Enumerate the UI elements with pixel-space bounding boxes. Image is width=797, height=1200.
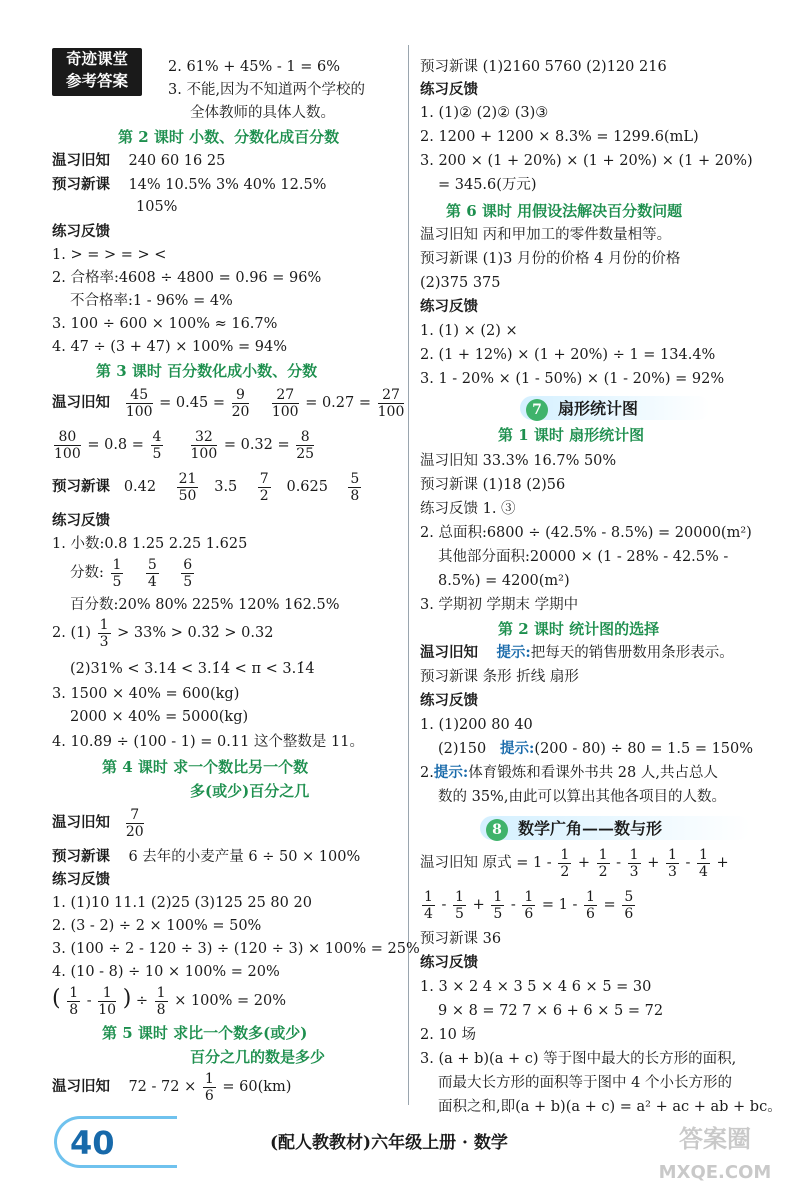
- fraction: $\frac{1}{2}$: [598, 846, 608, 880]
- fraction: $\frac{5}{4}$: [147, 556, 157, 590]
- fraction: $\frac{1}{2}$: [560, 846, 570, 880]
- answer-line: 预习新课 条形 折线 扇形: [420, 669, 579, 685]
- fraction: $\frac{1}{4}$: [424, 888, 433, 922]
- answer-line: 练习反馈 1. ③: [420, 501, 516, 517]
- answer-line: = 345.6(万元): [438, 177, 537, 193]
- answer-line: 2. 总面积:6800 ÷ (42.5% - 8.5%) = 20000(m²): [420, 525, 752, 541]
- answer-line: 数的 35%,由此可以算出其他各项目的人数。: [438, 789, 726, 805]
- answer: 14% 10.5% 3% 40% 12.5%: [128, 177, 327, 193]
- answer-line: 3. 1 - 20% × (1 - 50%) × (1 - 20%) = 92%: [420, 371, 725, 387]
- tip-label: 提示:: [433, 764, 469, 781]
- chapter-number: 8: [486, 819, 508, 841]
- answer-line: 2. 10 场: [420, 1027, 477, 1043]
- answer-line: 1. (1)200 80 40: [420, 717, 533, 733]
- fraction: $\frac{27}{100}$: [271, 386, 299, 420]
- answer: 240 60 16 25: [128, 153, 226, 169]
- watermark-logo: 答案圈 MXQE.COM: [658, 1125, 772, 1183]
- fraction: $\frac{1}{3}$: [629, 846, 639, 880]
- label: 练习反馈: [420, 692, 478, 709]
- answer-line: 3. 1500 × 40% = 600(kg): [52, 686, 240, 702]
- section-title: 第 5 课时 求比一个数多(或少): [102, 1024, 308, 1042]
- answer-line: 4. (10 - 8) ÷ 10 × 100% = 20%: [52, 964, 280, 980]
- answer-line: 2000 × 40% = 5000(kg): [70, 709, 249, 725]
- label: 预习新课: [52, 176, 110, 193]
- answer-line: 百分数:20% 80% 225% 120% 162.5%: [70, 597, 340, 613]
- section-title: 百分之几的数是多少: [190, 1048, 326, 1066]
- answer-line: 2. (3 - 2) ÷ 2 × 100% = 50%: [52, 918, 262, 934]
- fraction: $\frac{21}{50}$: [178, 470, 197, 504]
- fraction: $\frac{8}{25}$: [296, 428, 315, 462]
- answer-line: 1. (1)10 11.1 (2)25 (3)125 25 80 20: [52, 895, 312, 911]
- answer-line: 2. 61% + 45% - 1 = 6%: [168, 59, 340, 75]
- fraction: $\frac{4}{5}$: [152, 428, 162, 462]
- fraction: $\frac{1}{5}$: [493, 888, 503, 922]
- answer-line: 3. 200 × (1 + 20%) × (1 + 20%) × (1 + 20%): [420, 153, 753, 169]
- right-column: 预习新课 (1)2160 5760 (2)120 216 练习反馈 1. (1)② (2)② (3)③ 2. 1200 + 1200 × 8.3% = 1299.6(mL) 3. 200 × (1 + 20%) × (1 + 20%) × (1 + 20%) = 345.6(万元) 第 6 课时 用假设法解决百分数问题 温习旧知 丙和甲加工的零件数量相等。 预习新课 (1)3 月份的价格 4 月份的价格 (2)375 375 练习反馈 1. (1) × (2) × 2. (1 + 12%) × (1 + 20%) ÷ 1 = 134.4% 3. 1 - 20% × (1 - 50%) × (1 - 20%) = 92% 7 扇形统计图 第 1 课时 扇形统计图 温习旧知 33.3% 16.7% 50% 预习新课 (1)18 (2)56 练习反馈 1. ③ 2. 总面积:6800 ÷ (42.5% - 8.5%) = 20000(m²) 其他部分面积:20000 × (1 - 28% - 42.5% - 8.5%) = 4200(m²) 3. 学期初 学期末 学期中 第 2 课时 统计图的选择 温习旧知 提示:把每天的销售册数用条形表示。 预习新课 条形 折线 扇形 练习反馈 1. (1)200 80 40 (2)150 提示:(200 - 80) ÷ 80 = 1.5 = 150% 2.提示:体育锻炼和看课外书共 28 人,共占总人 数的 35%,由此可以算出其他各项目的人数。 8 数学广角——数与形 温习旧知 原式 = 1 - $\frac{1}{2}$ + $\frac{1}{2}$ - $\frac{1}{3}$ + $\frac{1}{3}$ - $\frac{1}{4}$ + $\frac{1}{4}$ - $\frac{1}{5}$ + $\frac{1}{5}$ - $\frac{1}{6}$ = 1 - $\frac{1}{6}$ = $\frac{5}{6}$ 预习新课 36 练习反馈 1. 3 × 2 4 × 3 5 × 4 6 × 5 = 30 9 × 8 = 72 7 × 6 + 6 × 5 = 72 2. 10 场 3. (a + b)(a + c) 等于图中最大的长方形的面积, 而最大长方形的面积等于图中 4 个小长方形的 面积之和,即(a + b)(a + c) = a² + ac + ab + bc。: [420, 59, 782, 1115]
- answer-line: 1. 3 × 2 4 × 3 5 × 4 6 × 5 = 30: [420, 979, 652, 995]
- answer-line: 2. (1 + 12%) × (1 + 20%) ÷ 1 = 134.4%: [420, 347, 716, 363]
- label: 练习反馈: [52, 871, 110, 888]
- fraction: $\frac{1}{8}$: [156, 984, 166, 1018]
- answer-line: (2)31% < 3.14 < 3.1̇4̇ < π < 3.1̇4̇: [70, 661, 315, 677]
- fraction: $\frac{1}{5}$: [112, 556, 122, 590]
- answer-line: 4. 10.89 ÷ (100 - 1) = 0.11 这个整数是 11。: [52, 734, 364, 750]
- fraction: $\frac{1}{6}$: [586, 888, 595, 922]
- fraction: $\frac{32}{100}$: [190, 428, 218, 462]
- section-title: 第 6 课时 用假设法解决百分数问题: [446, 202, 683, 220]
- answer-line: 3. (a + b)(a + c) 等于图中最大的长方形的面积,: [420, 1051, 737, 1067]
- answer-line: 而最大长方形的面积等于图中 4 个小长方形的: [438, 1075, 732, 1091]
- answer-line: 1. (1)② (2)② (3)③: [420, 105, 549, 121]
- chapter-title: 8 数学广角——数与形: [486, 819, 662, 841]
- page-number: 40: [70, 1124, 115, 1162]
- answer-line: 预习新课 (1)3 月份的价格 4 月份的价格: [420, 251, 681, 267]
- label: 练习反馈: [420, 298, 478, 315]
- label: 温习旧知: [52, 394, 110, 411]
- answer-line: 温习旧知 丙和甲加工的零件数量相等。: [420, 227, 672, 243]
- answer-line: 3. (100 ÷ 2 - 120 ÷ 3) ÷ (120 ÷ 3) × 100% = 25%: [52, 941, 420, 957]
- fraction: $\frac{1}{8}$: [69, 984, 79, 1018]
- answer-line: 其他部分面积:20000 × (1 - 28% - 42.5% -: [438, 549, 729, 565]
- fraction: $\frac{80}{100}$: [54, 428, 81, 462]
- label: 温习旧知: [420, 644, 478, 661]
- section-title: 第 2 课时 小数、分数化成百分数: [118, 128, 340, 146]
- answer: 105%: [136, 199, 178, 215]
- answer-line: 3. 100 ÷ 600 × 100% ≈ 16.7%: [52, 316, 278, 332]
- chapter-number: 7: [526, 399, 548, 421]
- answer-line: 全体教师的具体人数。: [190, 105, 335, 121]
- answer-line: 2. 1200 + 1200 × 8.3% = 1299.6(mL): [420, 129, 699, 145]
- fraction: $\frac{1}{4}$: [699, 846, 708, 880]
- fraction: $\frac{1}{5}$: [455, 888, 464, 922]
- book-title: (配人教教材)六年级上册 · 数学: [270, 1133, 508, 1153]
- fraction: $\frac{9}{20}$: [231, 386, 250, 420]
- answer-line: 预习新课 (1)2160 5760 (2)120 216: [420, 59, 667, 75]
- section-title: 多(或少)百分之几: [190, 782, 310, 800]
- section-title: 第 4 课时 求一个数比另一个数: [102, 758, 309, 776]
- label: 预习新课: [52, 478, 110, 495]
- fraction: $\frac{1}{3}$: [99, 616, 109, 650]
- answer-line: 4. 47 ÷ (3 + 47) × 100% = 94%: [52, 339, 288, 355]
- fraction: $\frac{5}{6}$: [624, 888, 634, 922]
- label: 练习反馈: [52, 223, 110, 240]
- answer-line: 1. (1) × (2) ×: [420, 323, 518, 339]
- section-title: 第 3 课时 百分数化成小数、分数: [96, 362, 318, 380]
- page-footer: [0, 1110, 797, 1200]
- answer-line: 8.5%) = 4200(m²): [438, 573, 570, 589]
- fraction: $\frac{5}{8}$: [350, 470, 360, 504]
- answer-line: 3. 不能,因为不知道两个学校的: [168, 82, 366, 98]
- fraction: $\frac{45}{100}$: [125, 386, 153, 420]
- answer-line: 1. > = > = > <: [52, 247, 167, 263]
- answer-line: 2. 合格率:4608 ÷ 4800 = 0.96 = 96%: [52, 270, 322, 286]
- answer-line: 3. 学期初 学期末 学期中: [420, 597, 579, 613]
- label: 练习反馈: [420, 954, 478, 971]
- answer: 6 去年的小麦产量 6 ÷ 50 × 100%: [128, 849, 361, 865]
- answer-line: 不合格率:1 - 96% = 4%: [70, 293, 233, 309]
- label: 练习反馈: [420, 81, 478, 98]
- chapter-title: 7 扇形统计图: [526, 399, 638, 421]
- fraction: $\frac{7}{2}$: [259, 470, 269, 504]
- answer-line: 1. 小数:0.8 1.25 2.25 1.625: [52, 536, 248, 552]
- answer-line: 温习旧知 33.3% 16.7% 50%: [420, 453, 617, 469]
- label: 温习旧知: [52, 152, 110, 169]
- answer-line: (2)375 375: [420, 275, 501, 291]
- answer-line: 面积之和,即(a + b)(a + c) = a² + ac + ab + bc。: [438, 1099, 782, 1115]
- section-title: 第 1 课时 扇形统计图: [498, 426, 645, 444]
- answer-line: 预习新课 36: [420, 931, 502, 947]
- fraction: $\frac{6}{5}$: [183, 556, 193, 590]
- fraction: $\frac{27}{100}$: [377, 386, 405, 420]
- badge-line1: 奇迹课堂: [65, 50, 128, 68]
- tip-label: 提示:: [500, 740, 535, 757]
- fraction: $\frac{7}{20}$: [125, 806, 144, 840]
- section-title: 第 2 课时 统计图的选择: [498, 620, 660, 638]
- answer-line: 9 × 8 = 72 7 × 6 + 6 × 5 = 72: [438, 1003, 664, 1019]
- fraction: $\frac{1}{10}$: [98, 984, 117, 1018]
- fraction: $\frac{1}{3}$: [667, 846, 677, 880]
- label: 温习旧知: [52, 1078, 110, 1095]
- answer-line: 预习新课 (1)18 (2)56: [420, 477, 566, 493]
- fraction: $\frac{1}{6}$: [204, 1070, 214, 1104]
- badge-line2: 参考答案: [65, 72, 128, 90]
- label: 练习反馈: [52, 512, 110, 529]
- label: 温习旧知: [52, 814, 110, 831]
- label: 预习新课: [52, 848, 110, 865]
- tip-label: 提示:: [496, 644, 531, 661]
- left-column: 2. 61% + 45% - 1 = 6% 3. 不能,因为不知道两个学校的 全体教师的具体人数。 第 2 课时 小数、分数化成百分数 温习旧知 240 60 16 25 预习新课 14% 10.5% 3% 40% 12.5% 105% 练习反馈 1. > = > = > < 2. 合格率:4608 ÷ 4800 = 0.96 = 96% 不合格率:1 - 96% = 4% 3. 100 ÷ 600 × 100% ≈ 16.7% 4. 47 ÷ (3 + 47) × 100% = 94% 第 3 课时 百分数化成小数、分数 温习旧知 $\frac{45}{100}$ = 0.45 = $\frac{9}{20}$ $\frac{27}{100}$ = 0.27 = $\frac{27}{100}$ $\frac{80}{100}$ = 0.8 = $\frac{4}{5}$ $\frac{32}{100}$ = 0.32 = $\frac{8}{25}$ 预习新课 0.42 $\frac{21}{50}$ 3.5 $\frac{7}{2}$ 0.625 $\frac{5}{8}$ 练习反馈 1. 小数:0.8 1.25 2.25 1.625 分数: $\frac{1}{5}$ $\frac{5}{4}$ $\frac{6}{5}$ 百分数:20% 80% 225% 120% 162.5% 2. (1) $\frac{1}{3}$ > 33% > 0.3̇2̇ > 0.32 (2)31% < 3.14 < 3.1̇4̇ < π < 3.1̇4̇ 3. 1500 × 40% = 600(kg) 2000 × 40% = 5000(kg) 4. 10.89 ÷ (100 - 1) = 0.11 这个整数是 11。 第 4 课时 求一个数比另一个数 多(或少)百分之几 温习旧知 $\frac{7}{20}$ 预习新课 6 去年的小麦产量 6 ÷ 50 × 100% 练习反馈 1. (1)10 11.1 (2)25 (3)125 25 80 20 2. (3 - 2) ÷ 2 × 100% = 50% 3. (100 ÷ 2 - 120 ÷ 3) ÷ (120 ÷ 3) × 100% = 25% 4. (10 - 8) ÷ 10 × 100% = 20% ( $\frac{1}{8}$ - $\frac{1}{10}$ ) ÷ $\frac{1}{8}$ × 100% = 20% 第 5 课时 求比一个数多(或少) 百分之几的数是多少 温习旧知 72 - 72 × $\frac{1}{6}$ = 60(km): [52, 59, 420, 1104]
- fraction: $\frac{1}{6}$: [524, 888, 534, 922]
